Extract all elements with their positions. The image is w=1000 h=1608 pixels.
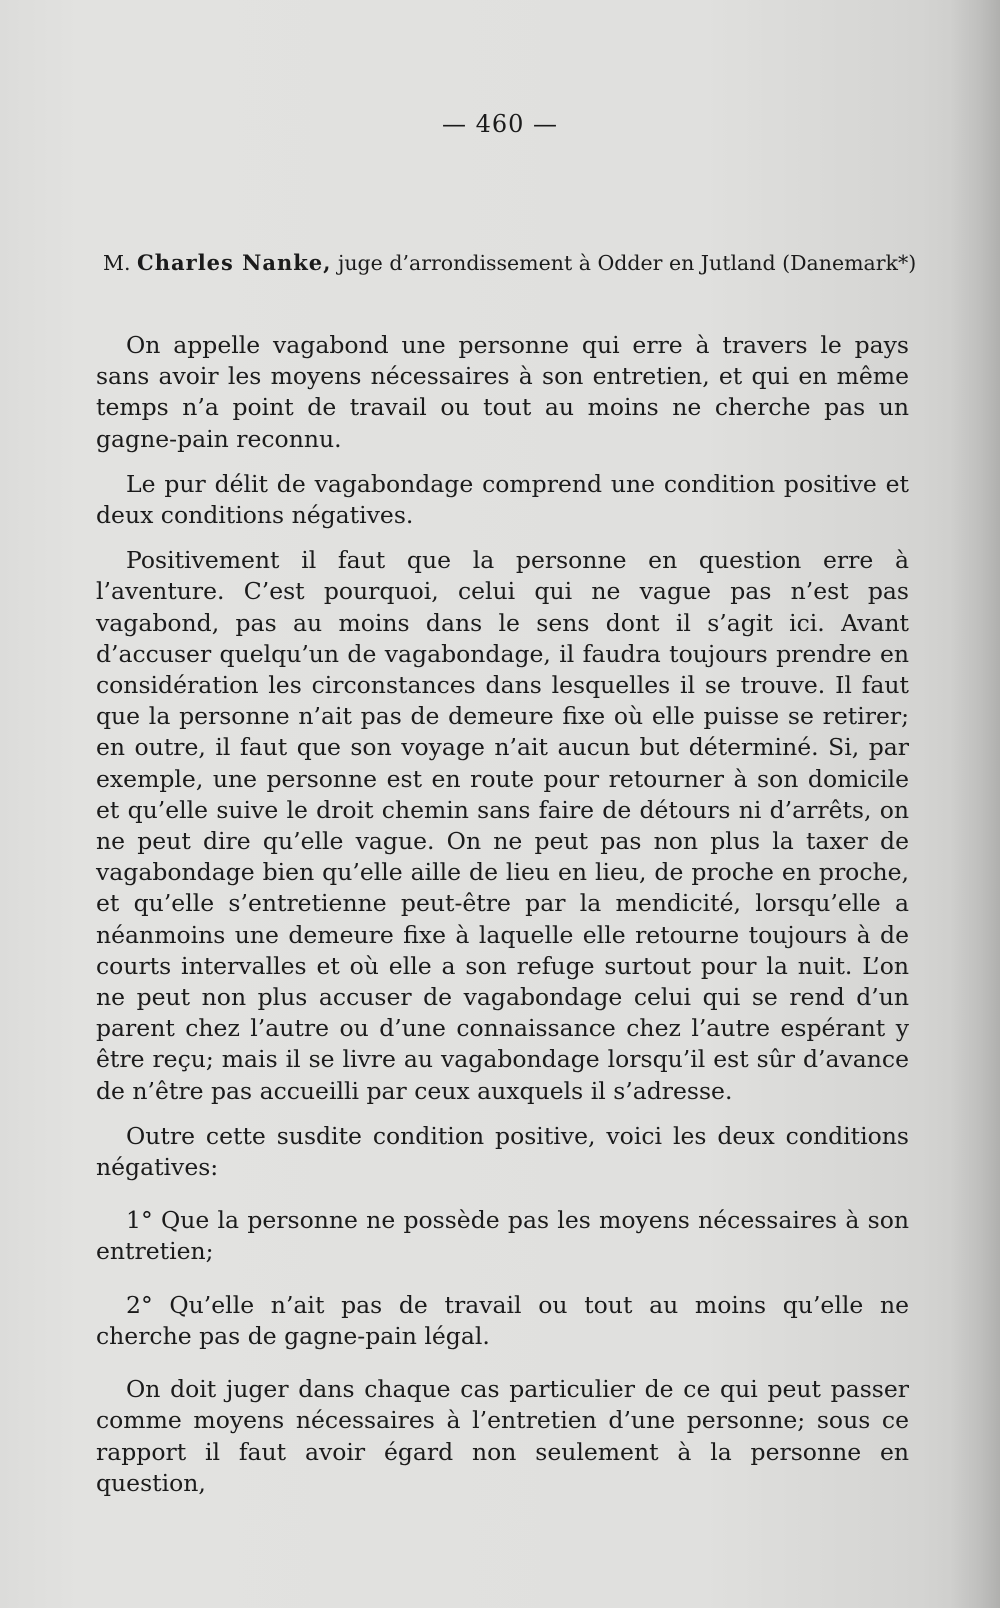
author-line [103,250,923,275]
author-prefix: M. [103,251,131,275]
paragraph: Outre cette susdite condition positive, voici les deux conditions négatives: [96,1121,909,1182]
paragraph: On doit juger dans chaque cas particulier de ce qui peut passer comme moyens nécessaires à l’entretien d’une personne; sous ce rapport il faut avoir égard non seulement à la personne en question, [96,1375,909,1497]
paragraph: On appelle vagabond une personne qui erre à travers le pays sans avoir les moyens nécessaires à son entretien, et qui en même temps n’a point de travail ou tout au moins ne cherche pas un gagne-pain reconnu. [96,331,909,453]
paragraph: Positivement il faut que la personne en question erre à l’aventure. C’est pourquoi, celui qui ne vague pas n’est pas vagabond, pas au moins dans le sens dont il s’agit ici. Avant d’accuser quelqu’un de vagabondage, il faudra toujours prendre en considération les circonstances dans lesquelles il se trouve. Il faut que la personne n’ait pas de demeure fixe où elle puisse se retirer; en outre, il faut que son voyage n’ait aucun but déterminé. Si, par exemple, une personne est en route pour retourner à son domicile et qu’elle suive le droit chemin sans faire de détours ni d’arrêts, on ne peut dire qu’elle vague. On ne peut pas non plus la taxer de vagabondage bien qu’elle aille de lieu en lieu, de proche en proche, et qu’elle s’entretienne peut-être par la mendicité, lorsqu’elle a néanmoins une demeure fixe à laquelle elle retourne toujours à de courts intervalles et où elle a son refuge surtout pour la nuit. L’on ne peut non plus accuser de vagabondage celui qui se rend d’un parent chez l’autre ou d’une connaissance chez l’autre espérant y être reçu; mais il se livre au vagabondage lorsqu’il est sûr d’avance de n’être pas accueilli par ceux auxquels il s’adresse. [96,546,909,1105]
body-text [96,330,909,1499]
page-edge-shadow [950,0,1000,1608]
paragraph: Le pur délit de vagabondage comprend une condition positive et deux conditions négatives. [96,469,909,530]
list-item: 1° Que la personne ne possède pas les moyens nécessaires à son entretien; [96,1206,909,1266]
author-title: juge d’arrondissement à Odder en Jutland (Danemark*) [338,251,917,275]
author-name: Charles Nanke, [137,250,332,275]
list-item: 2° Qu’elle n’ait pas de travail ou tout au moins qu’elle ne cherche pas de gagne-pain légal. [96,1290,909,1350]
page-number: — 460 — [441,110,559,138]
